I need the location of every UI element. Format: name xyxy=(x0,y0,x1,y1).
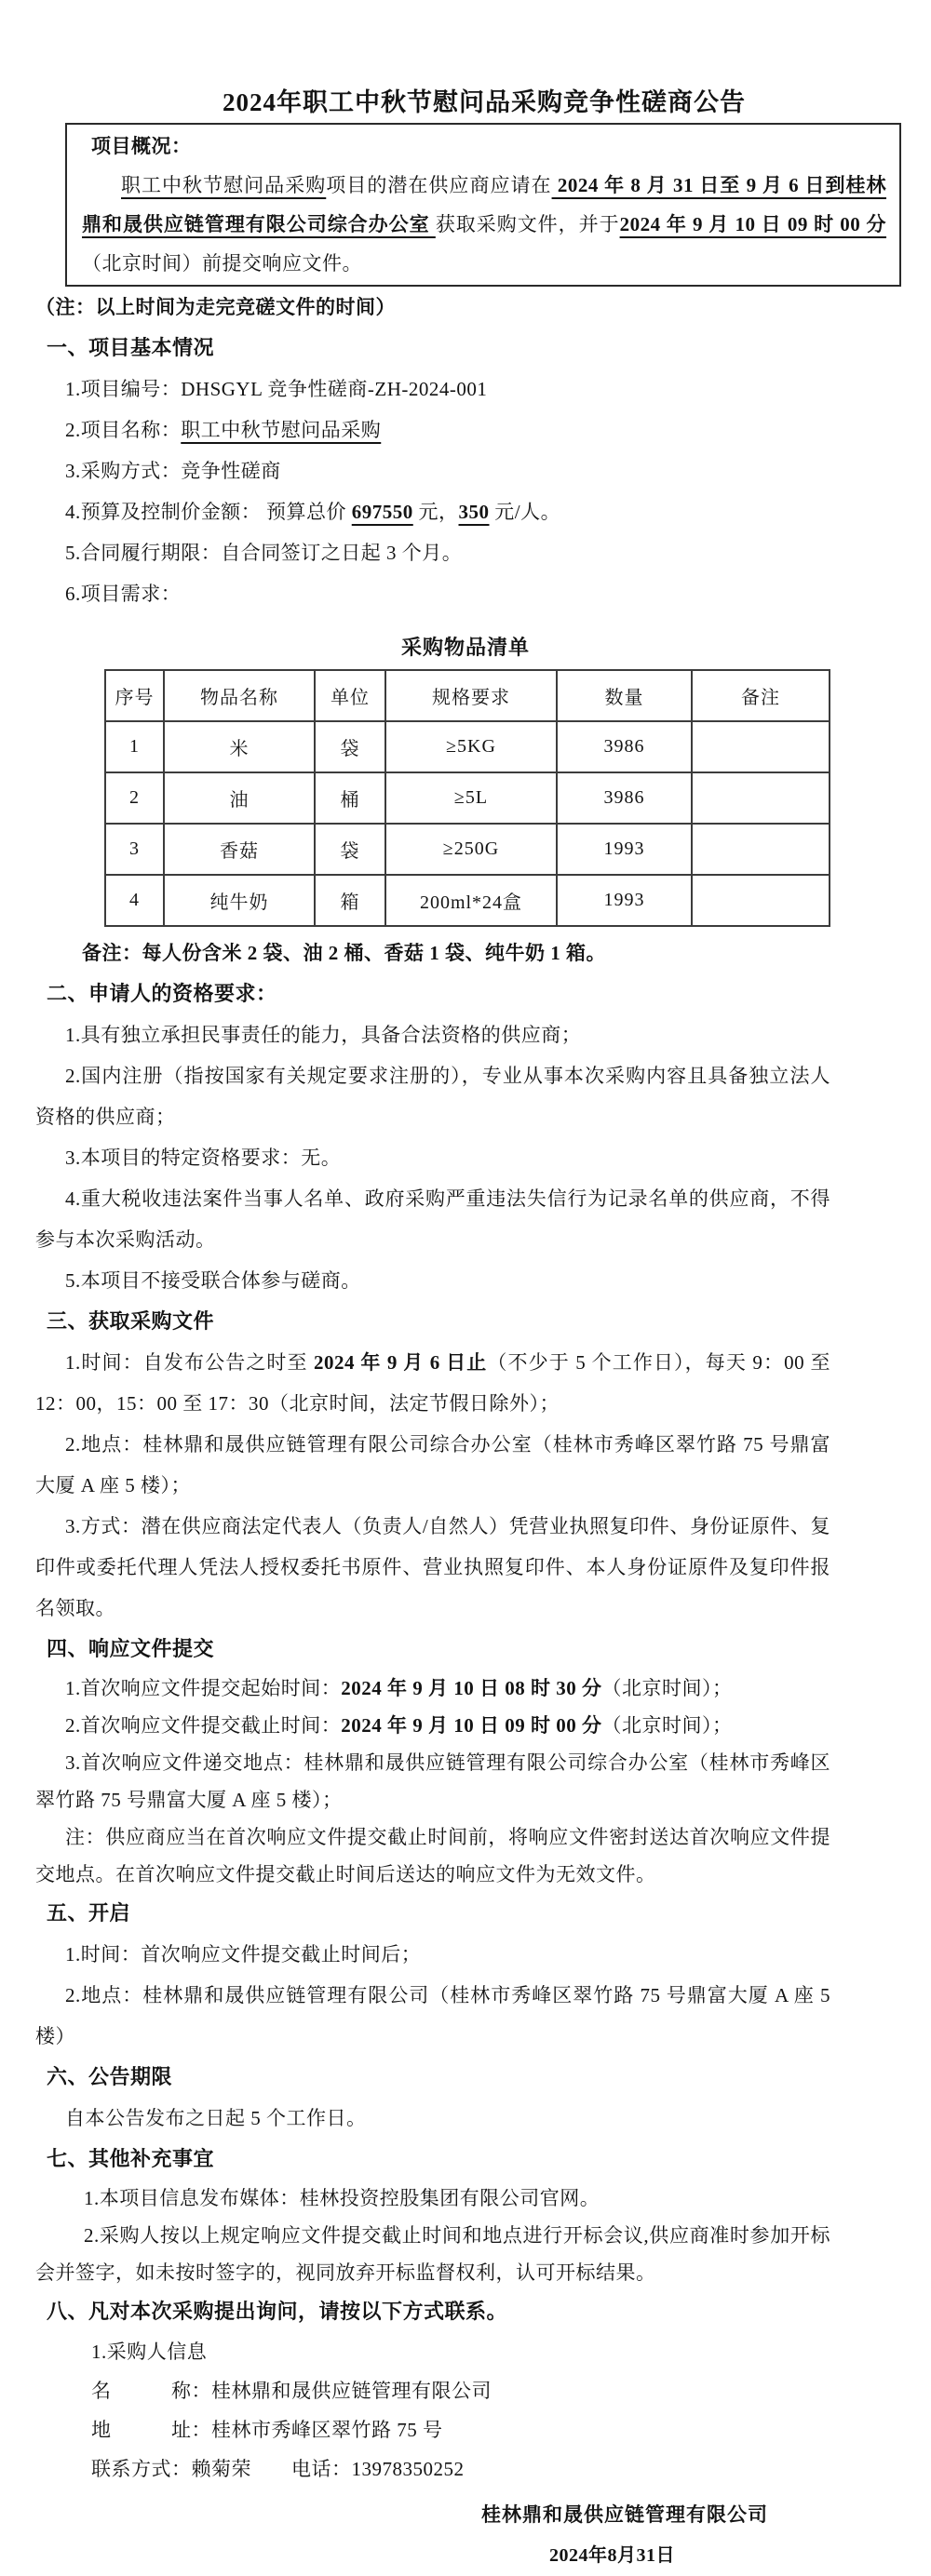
table-cell xyxy=(692,772,830,824)
section-6-body: 自本公告发布之日起 5 个工作日。 xyxy=(65,2107,367,2129)
table-cell: 3986 xyxy=(557,772,692,824)
section-5-item-time: 1.时间：首次响应文件提交截止时间后； xyxy=(65,1943,422,1966)
overview-label: 项目概况： xyxy=(91,135,192,157)
section-1-item-demand: 6.项目需求： xyxy=(65,583,182,605)
table-cell: 1 xyxy=(105,721,164,772)
section-2-item: 3.本项目的特定资格要求：无。 xyxy=(65,1147,342,1169)
section-3-item-place: 2.地点：桂林鼎和晟供应链管理有限公司综合办公室（桂林市秀峰区翠竹路 75 号鼎富大厦 A 座 5 楼）； xyxy=(35,1433,830,1496)
table-cell: 纯牛奶 xyxy=(164,875,315,926)
items-table-title: 采购物品清单 xyxy=(400,636,530,659)
table-header-cell: 单位 xyxy=(315,670,385,721)
table-cell: 米 xyxy=(164,721,315,772)
section-4-heading: 四、响应文件提交 xyxy=(47,1637,215,1660)
table-cell xyxy=(692,875,830,926)
section-1-item-method: 3.采购方式：竞争性磋商 xyxy=(65,460,281,482)
section-2-item: 5.本项目不接受联合体参与磋商。 xyxy=(65,1269,361,1292)
table-cell: 4 xyxy=(105,875,164,926)
section-2-item: 1.具有独立承担民事责任的能力，具备合法资格的供应商； xyxy=(65,1024,582,1046)
table-cell: 袋 xyxy=(315,721,385,772)
section-1-heading: 一、项目基本情况 xyxy=(47,336,215,359)
table-cell: 2 xyxy=(105,772,164,824)
purchaser-info-label: 1.采购人信息 xyxy=(91,2341,208,2363)
section-2-heading: 二、申请人的资格要求： xyxy=(47,982,277,1005)
table-cell: 香菇 xyxy=(164,824,315,875)
section-4-item-start-time: 1.首次响应文件提交起始时间：2024 年 9 月 10 日 08 时 30 分（北京时间）； xyxy=(65,1677,733,1699)
table-cell: ≥5L xyxy=(385,772,557,824)
section-7-heading: 七、其他补充事宜 xyxy=(47,2147,215,2170)
procurement-items-table xyxy=(104,669,830,927)
section-2-item: 4.重大税收违法案件当事人名单、政府采购严重违法失信行为记录名单的供应商，不得参与本次采购活动。 xyxy=(35,1187,830,1251)
section-5-item-place: 2.地点：桂林鼎和晟供应链管理有限公司（桂林市秀峰区翠竹路 75 号鼎富大厦 A 座 5 楼） xyxy=(35,1984,830,2047)
section-3-heading: 三、获取采购文件 xyxy=(47,1309,215,1333)
table-cell: 桶 xyxy=(315,772,385,824)
table-header-cell: 备注 xyxy=(692,670,830,721)
section-7-item-media: 1.本项目信息发布媒体：桂林投资控股集团有限公司官网。 xyxy=(84,2187,600,2209)
table-remark: 备注：每人份含米 2 袋、油 2 桶、香菇 1 袋、纯牛奶 1 箱。 xyxy=(82,942,606,964)
section-3-item-method: 3.方式：潜在供应商法定代表人（负责人/自然人）凭营业执照复印件、身份证原件、复印件或委托代理人凭法人授权委托书原件、营业执照复印件、本人身份证原件及复印件报名领取。 xyxy=(35,1515,830,1619)
section-6-heading: 六、公告期限 xyxy=(47,2065,173,2088)
table-header-cell: 数量 xyxy=(557,670,692,721)
time-note: （注：以上时间为走完竞磋文件的时间） xyxy=(35,296,396,318)
section-1-item-budget: 4.预算及控制价金额： 预算总价 697550 元，350 元/人。 xyxy=(65,501,561,523)
purchaser-contact: 联系方式：赖菊荣 电话：13978350252 xyxy=(91,2458,465,2480)
section-1-item-project-code: 1.项目编号：DHSGYL 竞争性磋商-ZH-2024-001 xyxy=(65,378,488,400)
section-2-item: 2.国内注册（指按国家有关规定要求注册的），专业从事本次采购内容且具备独立法人资格的供应商； xyxy=(35,1065,830,1128)
section-8-heading: 八、凡对本次采购提出询问，请按以下方式联系。 xyxy=(47,2300,508,2323)
section-4-item-place: 3.首次响应文件递交地点：桂林鼎和晟供应链管理有限公司综合办公室（桂林市秀峰区翠竹路 75 号鼎富大厦 A 座 5 楼）； xyxy=(35,1751,830,1811)
table-cell xyxy=(692,824,830,875)
table-cell: 3986 xyxy=(557,721,692,772)
project-overview-box xyxy=(65,123,901,287)
section-1-item-contract-term: 5.合同履行期限：自合同签订之日起 3 个月。 xyxy=(65,542,463,564)
section-4-item-deadline: 2.首次响应文件提交截止时间：2024 年 9 月 10 日 09 时 00 分（北京时间）； xyxy=(65,1714,733,1737)
table-header-row xyxy=(105,670,830,721)
section-3-item-time: 1.时间：自发布公告之时至 2024 年 9 月 6 日止（不少于 5 个工作日），每天 9：00 至 12：00，15：00 至 17：30（北京时间，法定节假日除外）； xyxy=(35,1351,831,1415)
table-header-cell: 规格要求 xyxy=(385,670,557,721)
table-cell xyxy=(692,721,830,772)
table-cell: 200ml*24盒 xyxy=(385,875,557,926)
table-header-cell: 物品名称 xyxy=(164,670,315,721)
section-5-heading: 五、开启 xyxy=(47,1901,131,1925)
table-cell: ≥250G xyxy=(385,824,557,875)
signature-company: 桂林鼎和晟供应链管理有限公司 xyxy=(481,2503,768,2526)
table-cell: 箱 xyxy=(315,875,385,926)
table-cell: 油 xyxy=(164,772,315,824)
section-7-item-meeting: 2.采购人按以上规定响应文件提交截止时间和地点进行开标会议,供应商准时参加开标会并签字，如未按时签字的，视同放弃开标监督权利，认可开标结果。 xyxy=(35,2224,830,2284)
purchaser-address: 地 址：桂林市秀峰区翠竹路 75 号 xyxy=(91,2419,443,2441)
table-cell: ≥5KG xyxy=(385,721,557,772)
table-row xyxy=(105,875,830,926)
table-row xyxy=(105,721,830,772)
page-title: 2024年职工中秋节慰问品采购竞争性磋商公告 xyxy=(223,88,746,116)
table-header-cell: 序号 xyxy=(105,670,164,721)
table-row xyxy=(105,824,830,875)
section-4-note: 注：供应商应当在首次响应文件提交截止时间前，将响应文件密封送达首次响应文件提交地点。在首次响应文件提交截止时间后送达的响应文件为无效文件。 xyxy=(35,1826,830,1885)
table-row xyxy=(105,772,830,824)
table-cell: 3 xyxy=(105,824,164,875)
table-cell: 1993 xyxy=(557,875,692,926)
overview-paragraph: 职工中秋节慰问品采购项目的潜在供应商应请在 2024 年 8 月 31 日至 9 月 6 日到桂林鼎和晟供应链管理有限公司综合办公室 获取采购文件，并于2024 年 9 月 10 日 09 时 00 分（北京时间）前提交响应文件。 xyxy=(82,174,887,275)
purchaser-name: 名 称：桂林鼎和晟供应链管理有限公司 xyxy=(91,2380,492,2402)
table-cell: 1993 xyxy=(557,824,692,875)
signature-date: 2024年8月31日 xyxy=(549,2545,675,2566)
section-1-item-project-name: 2.项目名称：职工中秋节慰问品采购 xyxy=(65,419,382,441)
table-cell: 袋 xyxy=(315,824,385,875)
